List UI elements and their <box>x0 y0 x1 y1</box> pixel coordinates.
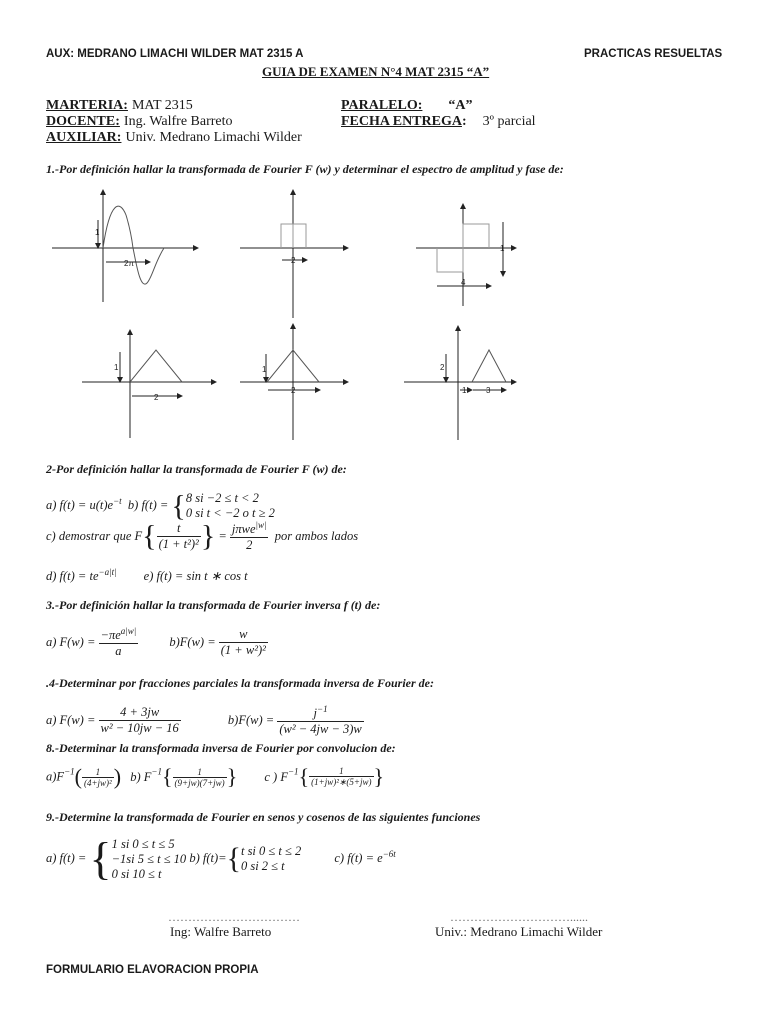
question-9-text: 9.-Determine la transformada de Fourier en senos y cosenos de las siguientes funciones <box>46 810 481 824</box>
q9-a-case3: 0 si 10 ≤ t <box>111 866 162 881</box>
q3-a-num: −πe <box>100 628 121 643</box>
signature-line-left: …………………………… <box>168 910 300 924</box>
q4-b-pre: b)F(w) = <box>227 713 275 728</box>
page-title: GUIA DE EXAMEN N°4 MAT 2315 “A” <box>262 64 490 79</box>
q4-b-num-exp: −1 <box>317 704 328 714</box>
graph-triangle-shifted <box>404 328 514 440</box>
q4-a-pre: a) F(w) = <box>46 713 96 728</box>
q8-a-exp: −1 <box>64 766 75 777</box>
q9-c: c) f(t) = e <box>334 851 383 865</box>
q9-formulas: a) f(t) = { 1 si 0 ≤ t ≤ 5 −1si 5 ≤ t ≤ 10 0 si 10 ≤ t b) f(t)={ t si 0 ≤ t ≤ 2 0 si 2 ≤ t c) $f(t) = e^{-6t}$ <box>46 833 396 885</box>
g4-y-label: 1 <box>114 363 119 372</box>
header-right: PRACTICAS RESUELTAS <box>584 48 723 60</box>
q2-a-exp: −t <box>113 496 122 506</box>
q4-a-num: 4 + 3jw <box>120 705 160 720</box>
q3-b-pre: b)F(w) = <box>169 635 216 650</box>
auxiliar-label: AUXILIAR: <box>46 130 122 145</box>
paralelo-label: PARALELO: <box>341 98 423 113</box>
q4-formulas <box>46 704 364 737</box>
question-3-text: 3.-Por definición hallar la transformada de Fourier inversa f (t) de: <box>46 598 381 612</box>
q2-c-eq: = <box>218 529 227 544</box>
g4-x-label: 2 <box>154 393 159 402</box>
q2-a-b: a) $f(t) = u(t)e^{-t}$ b) f(t) = { 8 si −2 ≤ t < 2 0 si t < −2 o t ≥ 2 <box>46 489 275 523</box>
graph-signum <box>416 206 514 306</box>
g5-x-label: 2 <box>291 386 296 395</box>
q8-a-den: (4+jw)² <box>83 777 112 788</box>
g6-x2-label: 3 <box>486 386 491 395</box>
q8-b-num: 1 <box>197 766 202 777</box>
q4-a-den: w² − 10jw − 16 <box>100 721 179 736</box>
g3-y-label: 1 <box>500 244 505 253</box>
q2-c-rnum-exp: |w| <box>255 520 267 530</box>
q8-c-exp: −1 <box>287 766 299 777</box>
q9-b-case1: t si 0 ≤ t ≤ 2 <box>240 844 302 859</box>
g1-y-label: 1 <box>95 228 100 237</box>
paralelo-value: “A” <box>448 98 473 113</box>
auxiliar-value: Univ. Medrano Limachi Wilder <box>125 130 302 145</box>
materia-value: MAT 2315 <box>131 98 193 113</box>
q9-b-case2: 0 si 2 ≤ t <box>240 859 285 874</box>
signature-right: Univ.: Medrano Limachi Wilder <box>435 924 603 939</box>
q2-c-rnum: jπwe <box>231 522 256 537</box>
header-left: AUX: MEDRANO LIMACHI WILDER MAT 2315 A <box>46 48 304 60</box>
question-1-text: 1.-Por definición hallar la transformada de Fourier F (w) y determinar el espectro de amplitud y fase de: <box>46 162 564 176</box>
footer-text: FORMULARIO ELAVORACION PROPIA <box>46 964 259 976</box>
graph-triangle-right <box>82 332 214 438</box>
q2-b-case2: 0 si t < −2 o t ≥ 2 <box>185 506 275 521</box>
q9-c-exp: −6t <box>382 848 396 859</box>
q2-c-post: por ambos lados <box>274 529 359 544</box>
q2-b-case1: 8 si −2 ≤ t < 2 <box>185 491 259 506</box>
q2-c-den: (1 + t²)² <box>158 537 199 552</box>
q3-a-pre: a) F(w) = <box>46 635 96 650</box>
q2-d-exp: −a|t| <box>98 567 117 577</box>
q2-e: e) f(t) = sin t ∗ cos t <box>143 569 248 584</box>
q2-d: d) f(t) = te <box>46 569 99 584</box>
q8-a-num: 1 <box>95 766 101 777</box>
q8-c-num: 1 <box>339 766 344 776</box>
q9-a-case2: −1si 5 ≤ t ≤ 10 <box>111 851 187 866</box>
docente-label: DOCENTE: <box>46 114 120 129</box>
signature-left: Ing: Walfre Barreto <box>170 924 272 939</box>
g1-x-label: 2π <box>124 259 134 268</box>
q3-b-den: (1 + w²)² <box>220 643 266 658</box>
q2-c-num: t <box>176 521 181 536</box>
q2-d-e <box>46 567 248 584</box>
materia-label: MARTERIA: <box>46 98 128 113</box>
q2-a: a) f(t) = u(t)e <box>46 498 114 513</box>
fecha-value: 3º parcial <box>482 114 536 129</box>
q3-a-num-exp: a|w| <box>120 626 137 636</box>
question-8-text: 8.-Determinar la transformada inversa de Fourier por convolucion de: <box>46 741 396 755</box>
q9-a-pre: a) f(t) = <box>46 851 87 865</box>
q2-c: c) demostrar que F{ $\frac{t}{\text{(1 + t²)²}}$ } = $\frac{j\pi we^{|w|}}{2}$ por ambos lados <box>46 519 359 553</box>
q4-b-den: (w² − 4jw − 3)w <box>279 722 362 737</box>
graph-sine <box>52 192 196 302</box>
q8-a-pre: a)F <box>46 769 65 784</box>
q8-b-den: (9+jw)(7+jw) <box>174 777 225 788</box>
question-4-text: .4-Determinar por fracciones parciales la transformada inversa de Fourier de: <box>46 676 434 690</box>
question-2-text: 2-Por definición hallar la transformada de Fourier F (w) de: <box>46 462 347 476</box>
q8-b-exp: −1 <box>151 766 162 777</box>
q9-a-case1: 1 si 0 ≤ t ≤ 5 <box>111 836 175 851</box>
graph-triangle-center <box>240 326 346 440</box>
q9-b-pre: b) f(t)= <box>189 851 227 865</box>
signature-line-right: …………………………...... <box>450 910 588 924</box>
g6-y-label: 2 <box>440 363 445 372</box>
g2-x-label: 2 <box>291 256 296 265</box>
q4-b-num: j <box>313 706 317 721</box>
q8-c-pre: c ) F <box>264 769 288 784</box>
fecha-label: FECHA ENTREGA <box>341 114 462 129</box>
q3-formulas <box>46 626 268 659</box>
q2-c-pre: c) demostrar que F <box>46 529 143 544</box>
q3-b-num: w <box>239 627 248 642</box>
docente-value: Ing. Walfre Barreto <box>123 114 233 129</box>
g5-y-label: 1 <box>262 365 267 374</box>
fecha-colon: : <box>461 114 467 129</box>
q8-b-pre: b) F <box>130 769 152 784</box>
g6-x1-label: 1 <box>462 386 467 395</box>
g3-x-label: 4 <box>461 278 466 287</box>
q8-c-den: (1+jw)²∗(5+jw) <box>311 777 372 787</box>
q2-b: b) f(t) = <box>127 498 169 513</box>
q8-formulas: $a)F^{-1}$( $\frac{1}{\text{(4+jw)²}}$ ) b) $F^{-1}${ $\frac{1}{(9+jw)(7+jw)}$ } c ) $F^{-1}${ $\frac{1}{\text{(1+jw)²∗(5+jw)}}$ } <box>46 764 385 789</box>
q3-a-den: a <box>99 643 139 659</box>
q2-c-rden: 2 <box>230 537 269 553</box>
graph-pulse <box>240 192 346 318</box>
